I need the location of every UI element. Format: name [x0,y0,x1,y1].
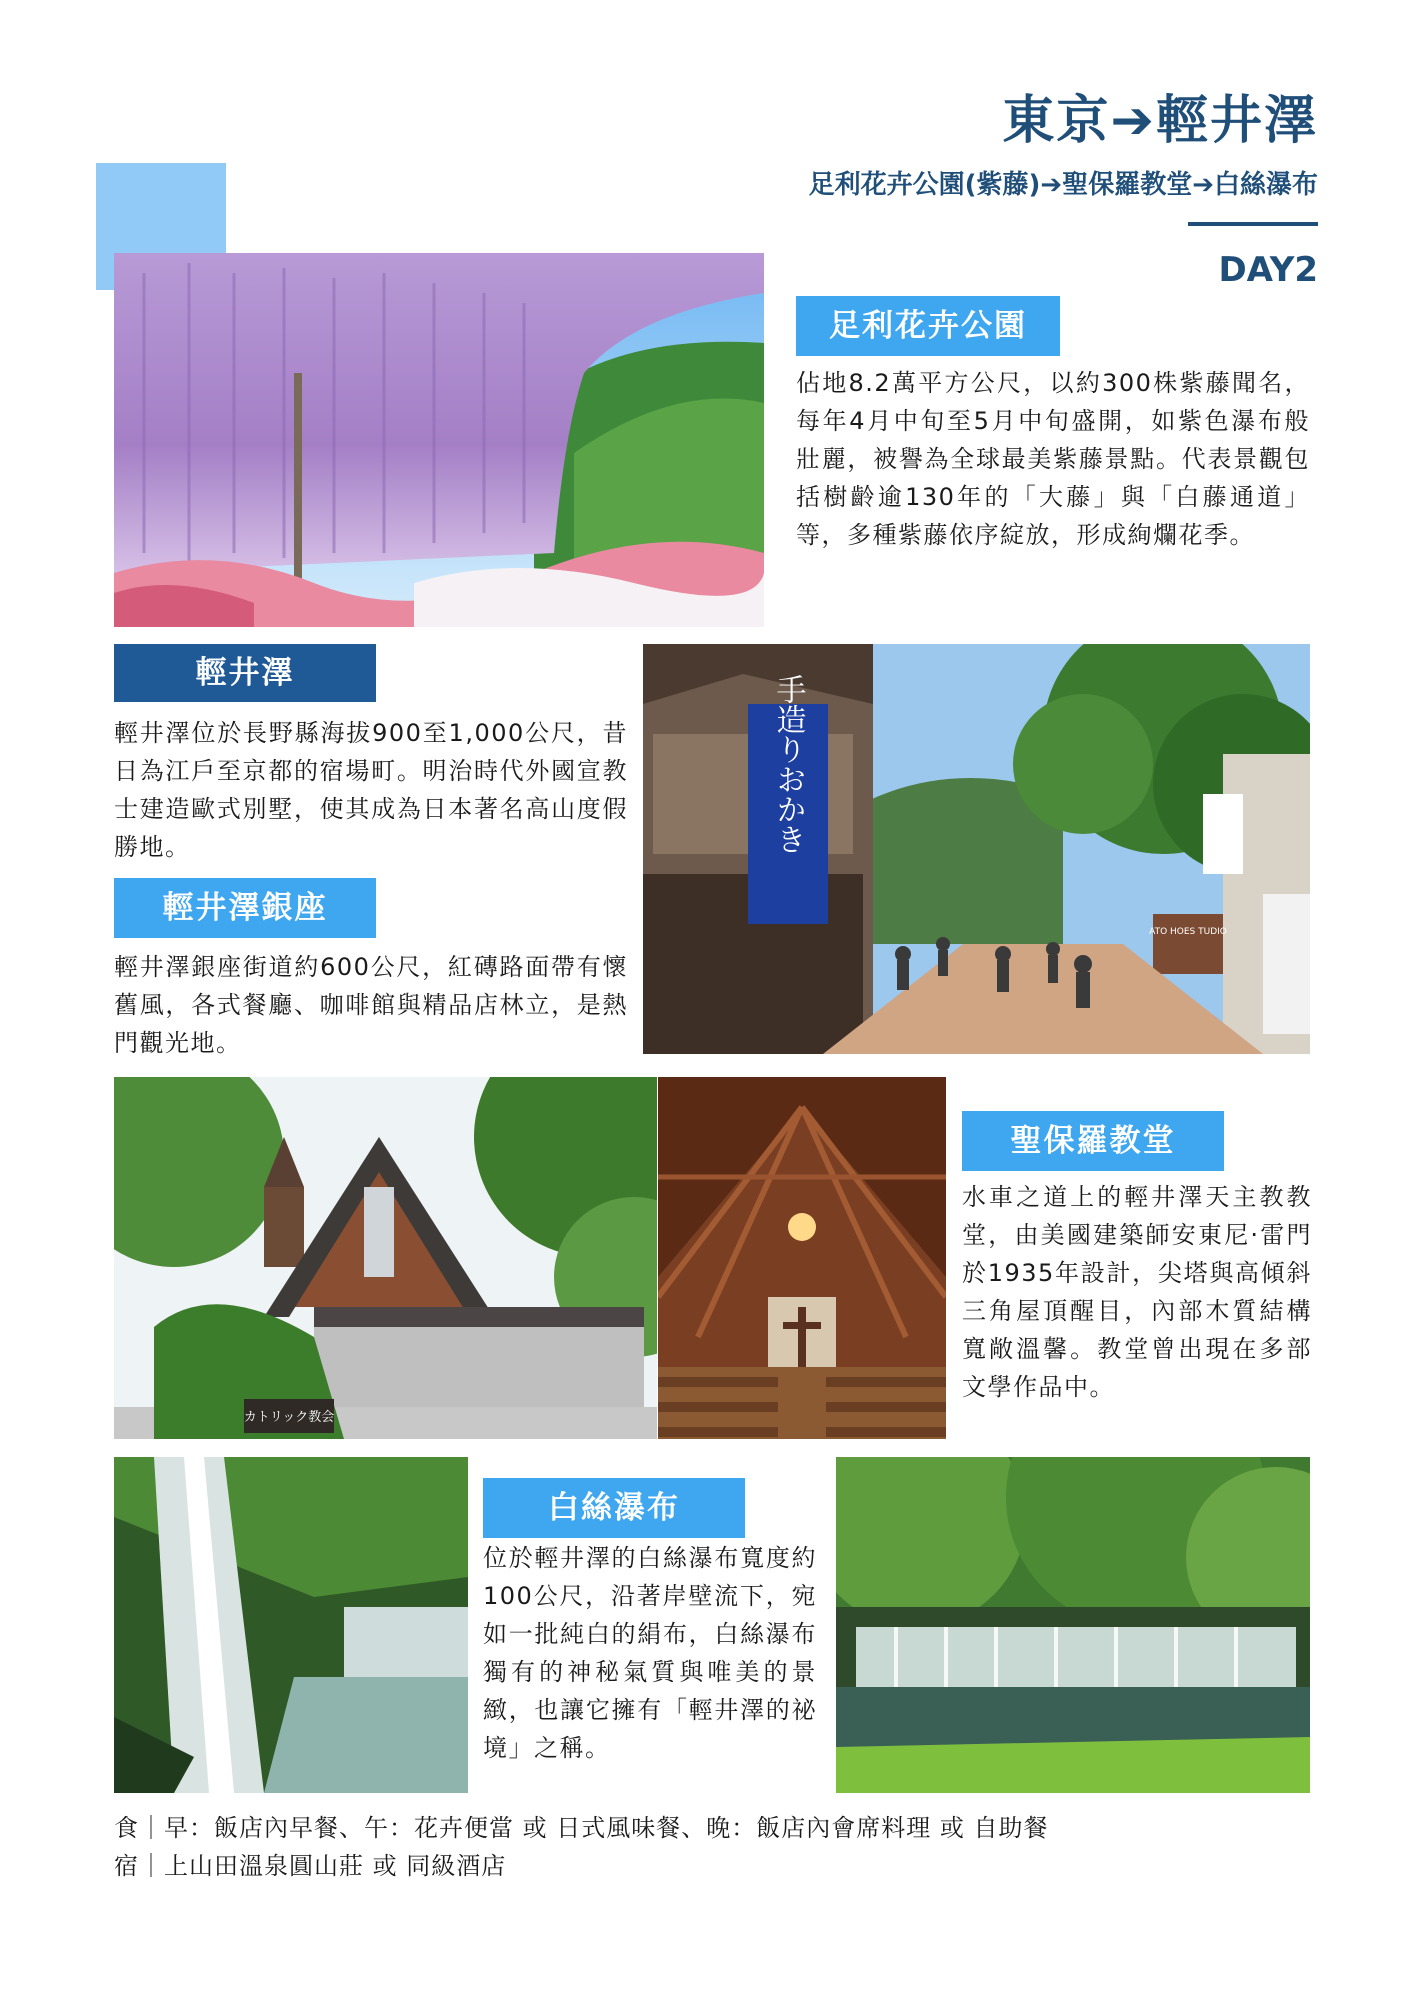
church-interior-photo [658,1077,946,1439]
section-text-karuizawa: 輕井澤位於長野縣海拔900至1,000公尺，昔日為江戶至京都的宿場町。明治時代外國宣教士建造歐式別墅，使其成為日本著名高山度假勝地。 [114,719,628,861]
section-label-karuizawa: 輕井澤 [114,644,376,702]
wisteria-photo [114,253,764,627]
street-banner-text: 手造りおかき [770,674,806,854]
section-text-church: 水車之道上的輕井澤天主教教堂，由美國建築師安東尼·雷門於1935年設計，尖塔與高傾斜三角屋頂醒目，內部木質結構寬敞溫馨。教堂曾出現在多部文學作品中。 [962,1183,1312,1401]
church-exterior-photo [114,1077,657,1439]
section-label-falls: 白絲瀑布 [483,1478,745,1538]
falls-right-photo [836,1457,1310,1793]
page-title: 東京➔輕井澤 [1002,91,1318,151]
falls-left-photo [114,1457,468,1793]
footer-lodging: 宿｜上山田溫泉圓山莊 或 同級酒店 [114,1852,507,1880]
footer-meals: 食｜早：飯店內早餐、午：花卉便當 或 日式風味餐、晚：飯店內會席料理 或 自助餐 [114,1814,1049,1842]
section-label-church: 聖保羅教堂 [962,1111,1224,1171]
church-sign-text: カトリック教会 [243,1410,335,1425]
day-label: DAY2 [1218,250,1318,290]
street-photo [643,644,1310,1054]
section-label-ashikaga: 足利花卉公園 [796,296,1060,356]
route-subtitle: 足利花卉公園(紫藤)➔聖保羅教堂➔白絲瀑布 [808,170,1318,200]
section-text-ashikaga: 佔地8.2萬平方公尺，以約300株紫藤聞名，每年4月中旬至5月中旬盛開，如紫色瀑布般壯麗，被譽為全球最美紫藤景點。代表景觀包括樹齡逾130年的「大藤」與「白藤通道」等，多種紫藤依序綻放，形成絢爛花季。 [796,369,1310,549]
section-text-ginza: 輕井澤銀座街道約600公尺，紅磚路面帶有懷舊風，各式餐廳、咖啡館與精品店林立，是熱門觀光地。 [114,953,628,1057]
header-rule [1188,222,1318,226]
section-label-ginza: 輕井澤銀座 [114,878,376,938]
section-text-falls: 位於輕井澤的白絲瀑布寬度約100公尺，沿著岸壁流下，宛如一批純白的絹布，白絲瀑布獨有的神秘氣質與唯美的景緻，也讓它擁有「輕井澤的祕境」之稱。 [483,1544,817,1762]
street-sign-text: ATO HOES TUDIO [1149,927,1227,937]
